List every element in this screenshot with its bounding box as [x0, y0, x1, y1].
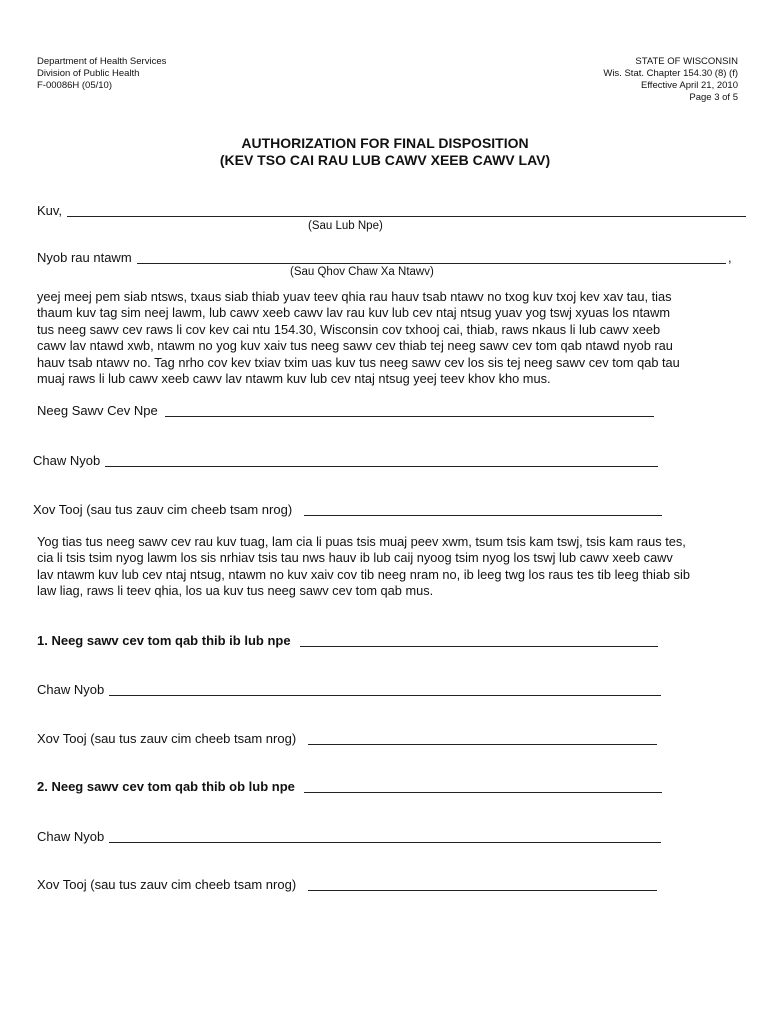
paragraph-line: tus neeg sawv cev raws li cov kev cai ntu 154.30, Wisconsin cov txhooj cai, thiab, raws nkaus li lub cawv xeeb	[37, 321, 661, 337]
effective-date: Effective April 21, 2010	[641, 80, 738, 91]
paragraph-line: cawv lav ntawd xwb, ntawm no yog kuv xaiv tus neeg sawv cev thiab tej neeg sawv cev tom qab ntawd nyob rau	[37, 338, 673, 354]
agent-phone-field[interactable]	[304, 515, 662, 516]
statute-header	[603, 56, 738, 104]
successor1-address-label: Chaw Nyob	[37, 682, 105, 697]
successor2-phone-field[interactable]	[308, 890, 657, 891]
successor1-address-field[interactable]	[109, 695, 661, 696]
agent-address-label: Chaw Nyob	[33, 453, 101, 468]
name-field[interactable]	[67, 216, 746, 217]
successor2-phone-label: Xov Tooj (sau tus zauv cim cheeb tsam nrog)	[37, 877, 297, 892]
successor1-phone-label: Xov Tooj (sau tus zauv cim cheeb tsam nrog)	[37, 731, 297, 746]
address-hint: (Sau Qhov Chaw Xa Ntawv)	[290, 266, 434, 278]
agent-address-field[interactable]	[105, 466, 658, 467]
agent-name-field[interactable]	[165, 416, 654, 417]
form-number: F-00086H (05/10)	[37, 80, 112, 91]
successor1-name-field[interactable]	[300, 646, 658, 647]
agency-header	[37, 56, 166, 92]
address-field[interactable]	[137, 263, 726, 264]
successor2-name-field[interactable]	[304, 792, 662, 793]
nyob-label: Nyob rau ntawm	[37, 250, 132, 265]
kuv-label: Kuv,	[37, 203, 63, 218]
successor-paragraph	[37, 534, 690, 600]
form-subtitle: (KEV TSO CAI RAU LUB CAWV XEEB CAWV LAV)	[219, 152, 551, 168]
page-number: Page 3 of 5	[689, 92, 738, 103]
paragraph-line: yeej meej pem siab ntsws, txaus siab thiab yuav teev qhia rau hauv tsab ntawv no txog kuv txoj kev xav tau, tias	[37, 289, 672, 304]
paragraph-line: Yog tias tus neeg sawv cev rau kuv tuag, lam cia li puas tsis muaj peev xwm, tsum tsis kam tswj, tsis kam raus tes,	[37, 534, 686, 549]
successor2-address-field[interactable]	[109, 842, 661, 843]
paragraph-line: law liag, raws li teev qhia, los ua kuv tus neeg sawv cev tom qab mus.	[37, 583, 434, 599]
successor2-name-label: 2. Neeg sawv cev tom qab thib ob lub npe	[37, 779, 295, 794]
department-name: Department of Health Services	[37, 56, 167, 67]
division-name: Division of Public Health	[37, 68, 140, 79]
agent-phone-label: Xov Tooj (sau tus zauv cim cheeb tsam nrog)	[33, 502, 293, 517]
state-name: STATE OF WISCONSIN	[635, 56, 738, 67]
successor1-name-label: 1. Neeg sawv cev tom qab thib ib lub npe	[37, 633, 291, 648]
paragraph-line: lav ntawm kuv lub cev ntaj ntsug, ntawm no kuv xaiv cov tib neeg nram no, ib leeg twg los raus tes tib leeg thiab sib	[37, 566, 690, 582]
name-hint: (Sau Lub Npe)	[308, 220, 383, 232]
paragraph-line: thaum kuv tag sim neej lawm, lub cawv xeeb cawv lav rau kuv lub cev ntaj ntsug yuav yog tswj xyuas los ntawm	[37, 305, 671, 321]
paragraph-line: hauv tsab ntawv no. Tag nrho cov kev txiav txim uas kuv tus neeg sawv cev los sis tej neeg sawv cev tom qab tau	[37, 354, 680, 370]
successor2-address-label: Chaw Nyob	[37, 829, 105, 844]
form-title: AUTHORIZATION FOR FINAL DISPOSITION	[241, 135, 529, 151]
agent-name-label: Neeg Sawv Cev Npe	[37, 403, 158, 418]
successor1-phone-field[interactable]	[308, 744, 657, 745]
address-comma: ,	[728, 250, 732, 265]
paragraph-line: cia li tsis tsim nyog lawm los sis nrhiav tsis tau nws hauv ib lub caij nyoog tsim nyog los tswj lub cawv xeeb cawv	[37, 550, 673, 566]
paragraph-line: muaj raws li lub cawv xeeb cawv lav ntawm kuv lub cev ntaj ntsug yeej teev khov kho mus.	[37, 371, 551, 387]
statute-reference: Wis. Stat. Chapter 154.30 (8) (f)	[603, 68, 738, 79]
declaration-paragraph	[37, 289, 680, 387]
